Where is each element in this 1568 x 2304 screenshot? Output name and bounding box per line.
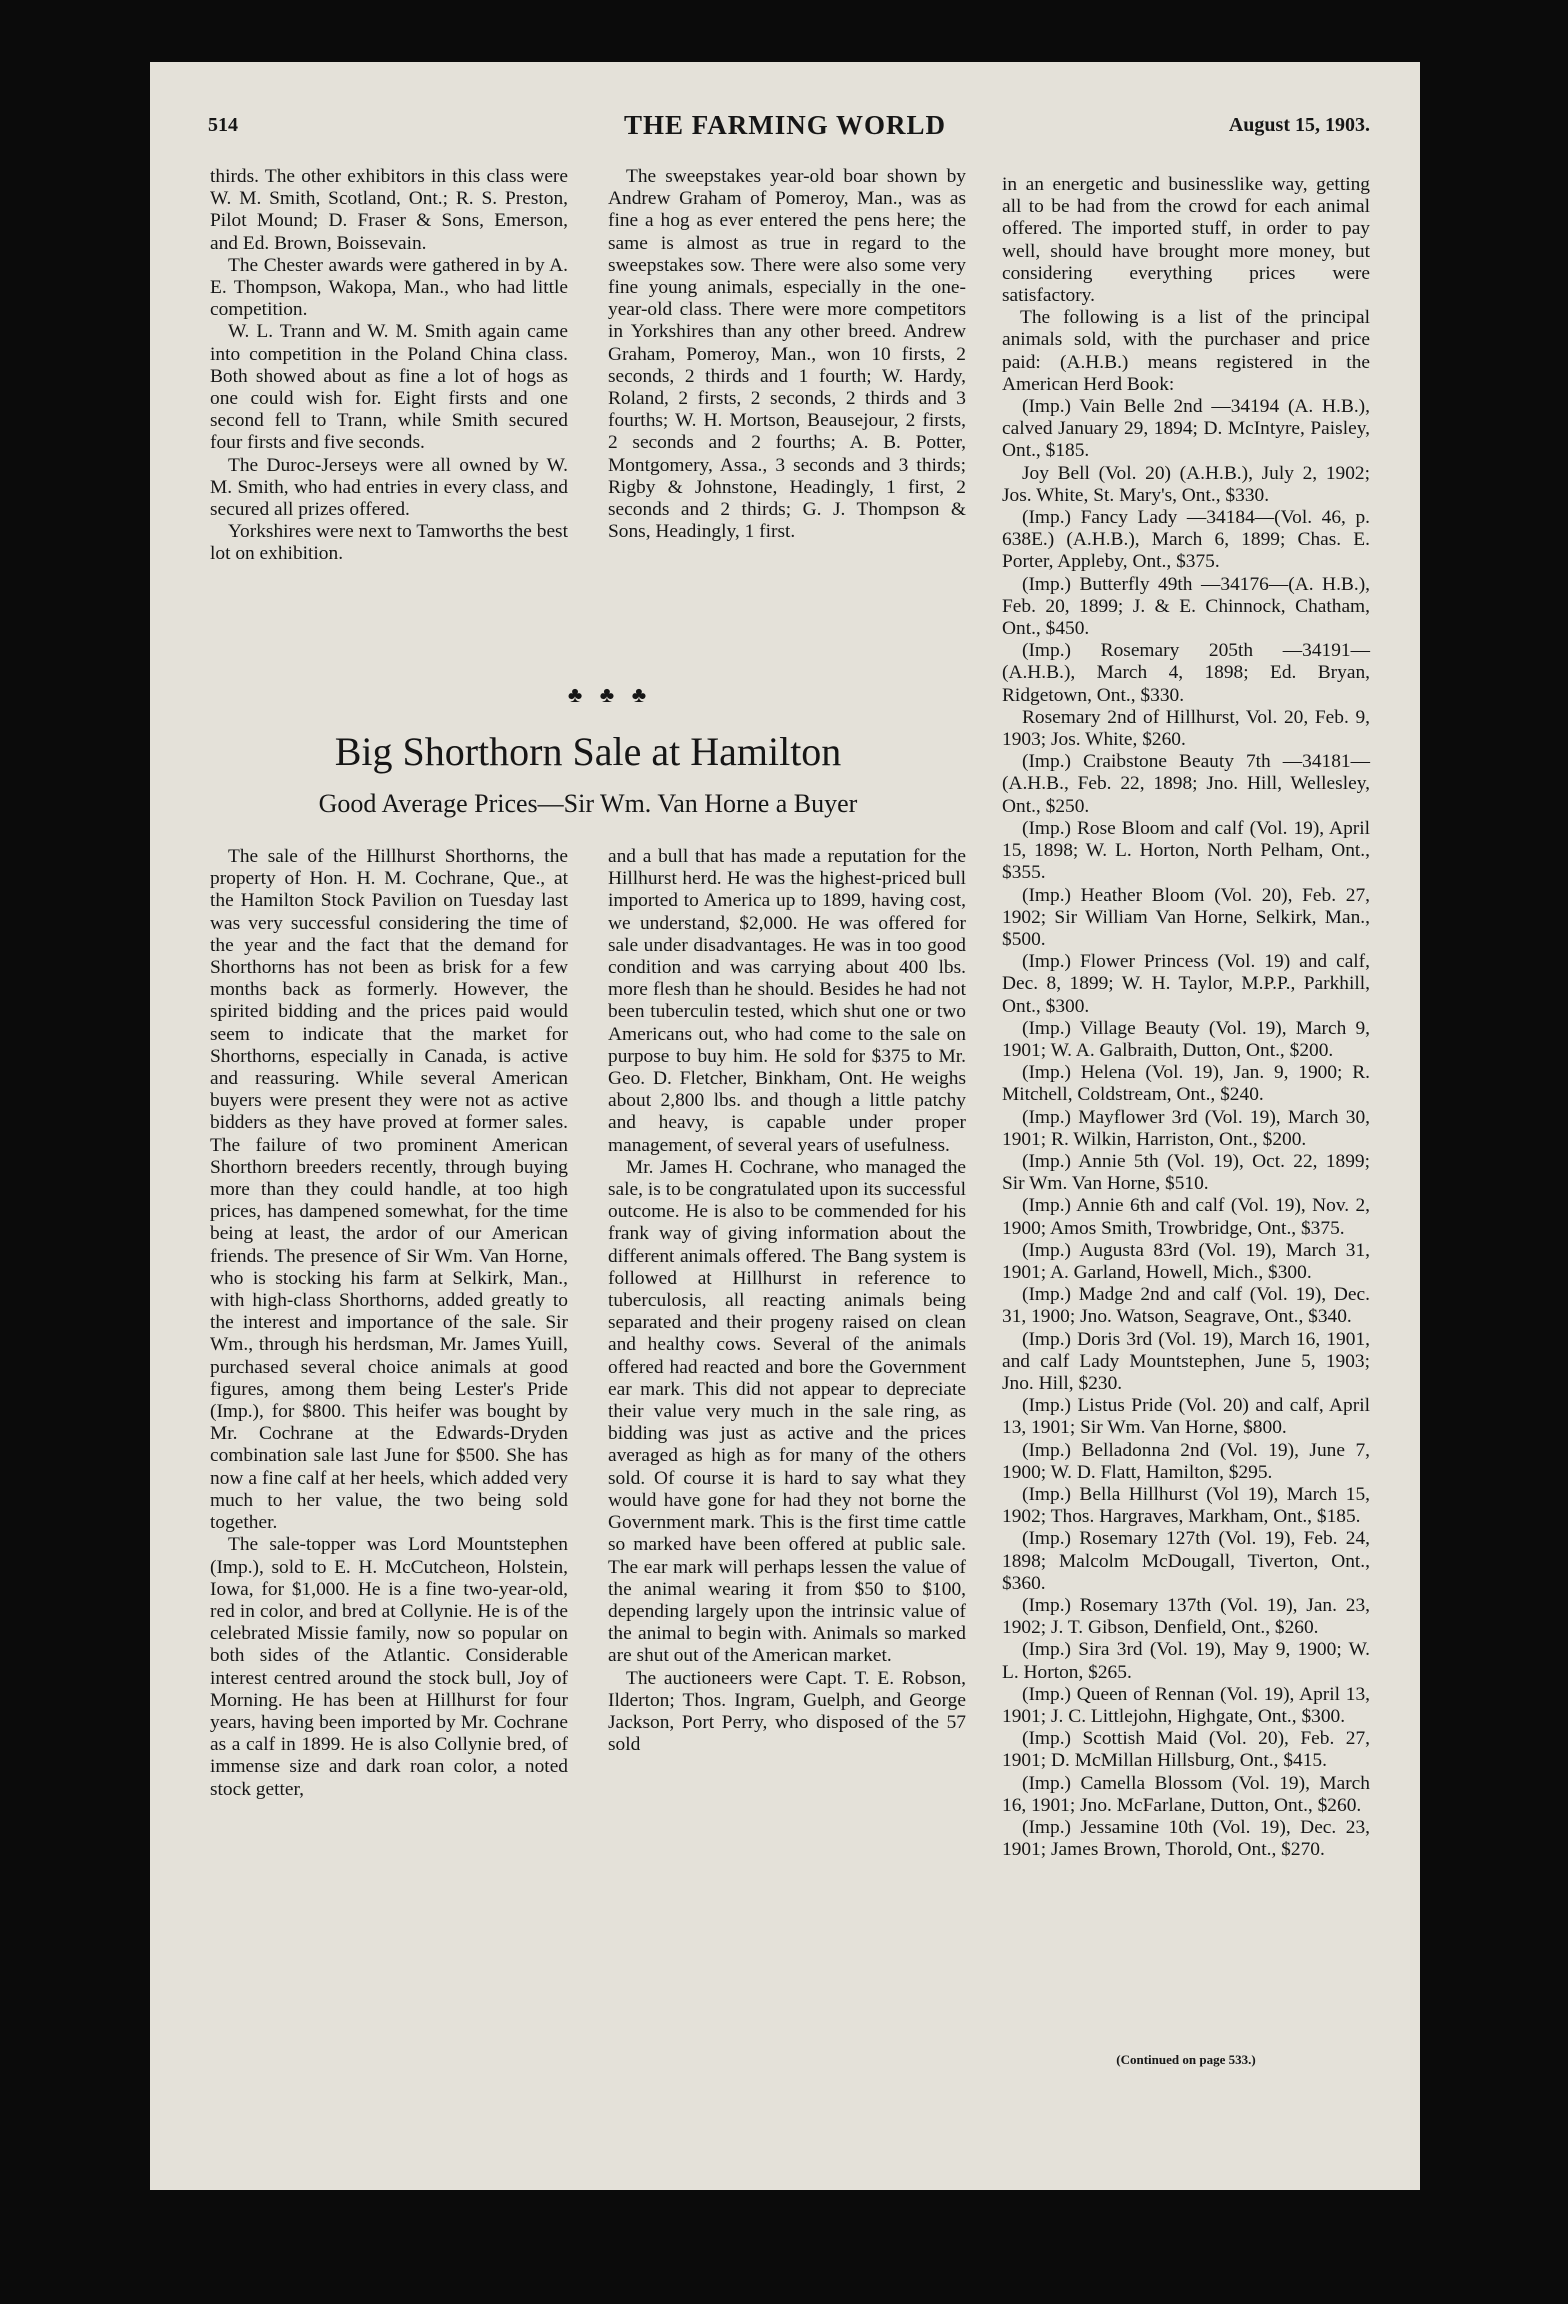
article-column-right: [608, 846, 966, 1756]
paragraph: Yorkshires were next to Tamworths the best lot on exhibition.: [210, 521, 568, 565]
paragraph: The auctioneers were Capt. T. E. Robson, Ilderton; Thos. Ingram, Guelph, and George Jackson, Port Perry, who disposed of the 57 sold: [608, 1667, 966, 1756]
sale-entry: (Imp.) Flower Princess (Vol. 19) and calf, Dec. 8, 1899; W. H. Taylor, M.P.P., Parkhill, Ont., $300.: [1002, 951, 1370, 1017]
sale-entry: (Imp.) Sira 3rd (Vol. 19), May 9, 1900; W. L. Horton, $265.: [1002, 1639, 1370, 1683]
sale-entry: (Imp.) Rosemary 205th —34191— (A.H.B.), March 4, 1898; Ed. Bryan, Ridgetown, Ont., $330.: [1002, 640, 1370, 706]
paragraph: and a bull that has made a reputation for the Hillhurst herd. He was the highest-priced bull imported to America up to 1899, having cost, we understand, $2,000. He was offered for sale under disadvantages. He was in too good condition and was carrying about 400 lbs. more flesh than he should. Besides he had not been tuberculin tested, which shut one or two Americans out, who had come to the sale on purpose to buy him. He sold for $375 to Mr. Geo. D. Fletcher, Binkham, Ont. He weighs about 2,800 lbs. and though a little patchy and heavy, is capable under proper management, of several years of usefulness.: [608, 846, 966, 1156]
article-column-left: [210, 846, 568, 1801]
sale-entry: (Imp.) Listus Pride (Vol. 20) and calf, April 13, 1901; Sir Wm. Van Horne, $800.: [1002, 1395, 1370, 1439]
sale-entry: (Imp.) Vain Belle 2nd —34194 (A. H.B.), calved January 29, 1894; D. McIntyre, Paisley, Ont., $185.: [1002, 396, 1370, 462]
sale-entry: Rosemary 2nd of Hillhurst, Vol. 20, Feb. 9, 1903; Jos. White, $260.: [1002, 706, 1370, 751]
sale-entry: (Imp.) Rose Bloom and calf (Vol. 19), April 15, 1898; W. L. Horton, North Pelham, Ont., $355.: [1002, 817, 1370, 884]
paragraph: thirds. The other exhibitors in this class were W. M. Smith, Scotland, Ont.; R. S. Preston, Pilot Mound; D. Fraser & Sons, Emerson, and Ed. Brown, Boissevain.: [210, 166, 568, 254]
sale-entry: (Imp.) Bella Hillhurst (Vol 19), March 15, 1902; Thos. Hargraves, Markham, Ont., $185.: [1002, 1483, 1370, 1528]
sale-entry: (Imp.) Queen of Rennan (Vol. 19), April 13, 1901; J. C. Littlejohn, Highgate, Ont., $300.: [1002, 1683, 1370, 1728]
column-3-sales-list: [1002, 174, 1370, 1861]
paragraph: in an energetic and businesslike way, getting all to be had from the crowd for each animal offered. The imported stuff, in order to pay well, should have brought more money, but considering everything prices were satisfactory.: [1002, 174, 1370, 307]
paragraph: The Duroc-Jerseys were all owned by W. M. Smith, who had entries in every class, and secured all prizes offered.: [210, 454, 568, 521]
sale-entry: (Imp.) Belladonna 2nd (Vol. 19), June 7, 1900; W. D. Flatt, Hamilton, $295.: [1002, 1439, 1370, 1483]
sale-entry: (Imp.) Heather Bloom (Vol. 20), Feb. 27, 1902; Sir William Van Horne, Selkirk, Man., $500.: [1002, 884, 1370, 950]
paragraph: The Chester awards were gathered in by A. E. Thompson, Wakopa, Man., who had little competition.: [210, 254, 568, 321]
sale-entry: (Imp.) Doris 3rd (Vol. 19), March 16, 1901, and calf Lady Mountstephen, June 5, 1903; Jno. Hill, $230.: [1002, 1328, 1370, 1394]
sales-entries: [1002, 396, 1370, 1861]
sale-entry: (Imp.) Rosemary 137th (Vol. 19), Jan. 23, 1902; J. T. Gibson, Denfield, Ont., $260.: [1002, 1595, 1370, 1639]
sale-entry: (Imp.) Annie 6th and calf (Vol. 19), Nov. 2, 1900; Amos Smith, Trowbridge, Ont., $375.: [1002, 1195, 1370, 1239]
sale-entry: (Imp.) Butterfly 49th —34176—(A. H.B.), Feb. 20, 1899; J. & E. Chinnock, Chatham, Ont., $450.: [1002, 573, 1370, 640]
sale-entry: (Imp.) Camella Blossom (Vol. 19), March 16, 1901; Jno. McFarlane, Dutton, Ont., $260.: [1002, 1772, 1370, 1816]
sale-entry: (Imp.) Helena (Vol. 19), Jan. 9, 1900; R. Mitchell, Coldstream, Ont., $240.: [1002, 1062, 1370, 1106]
paragraph: Mr. James H. Cochrane, who managed the sale, is to be congratulated upon its successful outcome. He is also to be commended for his frank way of giving information about the different animals offered. The Bang system is followed at Hillhurst in reference to tuberculosis, all reacting animals being separated and their progeny raised on clean and healthy cows. Several of the animals offered had reacted and bore the Government ear mark. This did not appear to depreciate their value very much in the sale ring, as bidding was just as active and the prices averaged as high as for many of the others sold. Of course it is hard to say what they would have gone for had they not borne the Government mark. This is the first time cattle so marked have been offered at public sale. The ear mark will perhaps lessen the value of the animal wearing it from $50 to $100, depending largely upon the intrinsic value of the animal to begin with. Animals so marked are shut out of the American market.: [608, 1156, 966, 1667]
page-number: 514: [208, 114, 238, 136]
continued-note: (Continued on page 533.): [1116, 2052, 1256, 2067]
paragraph: The sale of the Hillhurst Shorthorns, the property of Hon. H. M. Cochrane, Que., at the Hamilton Stock Pavilion on Tuesday last was very successful considering the time of the year and the fact that the demand for Shorthorns has not been as brisk for a few months back as formerly. However, the spirited bidding and the prices paid would seem to indicate that the market for Shorthorns, especially in Canada, is active and reassuring. While several American buyers were present they were not as active bidders as they have proved at former sales. The failure of two prominent American Shorthorn breeders recently, through buying more than they could handle, at too high prices, has dampened somewhat, for the time being at least, the ardor of our American friends. The presence of Sir Wm. Van Horne, who is stocking his farm at Selkirk, Man., with high-class Shorthorns, added greatly to the interest and importance of the sale. Sir Wm., through his herdsman, Mr. James Yuill, purchased several choice animals at good figures, among them being Lester's Pride (Imp.), for $800. This heifer was bought by Mr. Cochrane at the Edwards-Dryden combination sale last June for $500. She has now a fine calf at her heels, which added very much to her value, the two being sold together.: [210, 846, 568, 1534]
section-ornament: ♣ ♣ ♣: [567, 682, 653, 707]
sale-entry: (Imp.) Village Beauty (Vol. 19), March 9, 1901; W. A. Galbraith, Dutton, Ont., $200.: [1002, 1017, 1370, 1061]
sale-entry: (Imp.) Rosemary 127th (Vol. 19), Feb. 24, 1898; Malcolm McDougall, Tiverton, Ont., $360.: [1002, 1528, 1370, 1594]
sale-entry: Joy Bell (Vol. 20) (A.H.B.), July 2, 1902; Jos. White, St. Mary's, Ont., $330.: [1002, 462, 1370, 506]
sale-entry: (Imp.) Augusta 83rd (Vol. 19), March 31, 1901; A. Garland, Howell, Mich., $300.: [1002, 1239, 1370, 1283]
paragraph: W. L. Trann and W. M. Smith again came into competition in the Poland China class. Both showed about as fine a lot of hogs as one could wish for. Eight firsts and one second fell to Trann, while Smith secured four firsts and five seconds.: [210, 321, 568, 454]
paragraph: The sale-topper was Lord Mountstephen (Imp.), sold to E. H. McCutcheon, Holstein, Iowa, for $1,000. He is a fine two-year-old, red in color, and bred at Collynie. He is of the celebrated Missie family, now so popular on both sides of the Atlantic. Considerable interest centred around the stock bull, Joy of Morning. He has been at Hillhurst for four years, having been imported by Mr. Cochrane as a calf in 1899. He is also Collynie bred, of immense size and dark roan color, a noted stock getter,: [210, 1534, 568, 1800]
publication-title: THE FARMING WORLD: [623, 110, 946, 140]
column-2: [608, 166, 966, 543]
sale-entry: (Imp.) Mayflower 3rd (Vol. 19), March 30, 1901; R. Wilkin, Harriston, Ont., $200.: [1002, 1106, 1370, 1150]
sale-entry: (Imp.) Fancy Lady —34184—(Vol. 46, p. 638E.) (A.H.B.), March 6, 1899; Chas. E. Porter, Appleby, Ont., $375.: [1002, 507, 1370, 573]
issue-date: August 15, 1903.: [1228, 114, 1370, 136]
sale-entry: (Imp.) Madge 2nd and calf (Vol. 19), Dec. 31, 1900; Jno. Watson, Seagrave, Ont., $340.: [1002, 1284, 1370, 1328]
column-1: [210, 166, 568, 566]
page-header: [150, 110, 1420, 154]
sale-entry: (Imp.) Annie 5th (Vol. 19), Oct. 22, 1899; Sir Wm. Van Horne, $510.: [1002, 1150, 1370, 1195]
sale-entry: (Imp.) Scottish Maid (Vol. 20), Feb. 27, 1901; D. McMillan Hillsburg, Ont., $415.: [1002, 1728, 1370, 1772]
newspaper-page: [150, 62, 1420, 2190]
article-headline: Big Shorthorn Sale at Hamilton: [334, 729, 842, 774]
paragraph: The sweepstakes year-old boar shown by Andrew Graham of Pomeroy, Man., was as fine a hog as ever entered the pens here; the same is almost as true in regard to the sweepstakes sow. There were also some very fine young animals, especially in the one-year-old class. There were more competitors in Yorkshires than any other breed. Andrew Graham, Pomeroy, Man., won 10 firsts, 2 seconds, 2 thirds and 1 fourth; W. Hardy, Roland, 2 firsts, 2 seconds, 2 thirds and 3 fourths; W. H. Mortson, Beausejour, 2 firsts, 2 seconds and 2 fourths; A. B. Potter, Montgomery, Assa., 3 seconds and 3 thirds; Rigby & Johnstone, Headingly, 1 first, 2 seconds and 2 thirds; G. J. Thompson & Sons, Headingly, 1 first.: [608, 166, 966, 543]
paragraph: The following is a list of the principal animals sold, with the purchaser and price paid: (A.H.B.) means registered in the American Herd Book:: [1002, 307, 1370, 395]
article-subhead: Good Average Prices—Sir Wm. Van Horne a Buyer: [318, 789, 858, 818]
sale-entry: (Imp.) Jessamine 10th (Vol. 19), Dec. 23, 1901; James Brown, Thorold, Ont., $270.: [1002, 1817, 1370, 1861]
sale-entry: (Imp.) Craibstone Beauty 7th —34181—(A.H.B., Feb. 22, 1898; Jno. Hill, Wellesley, Ont., $250.: [1002, 751, 1370, 817]
